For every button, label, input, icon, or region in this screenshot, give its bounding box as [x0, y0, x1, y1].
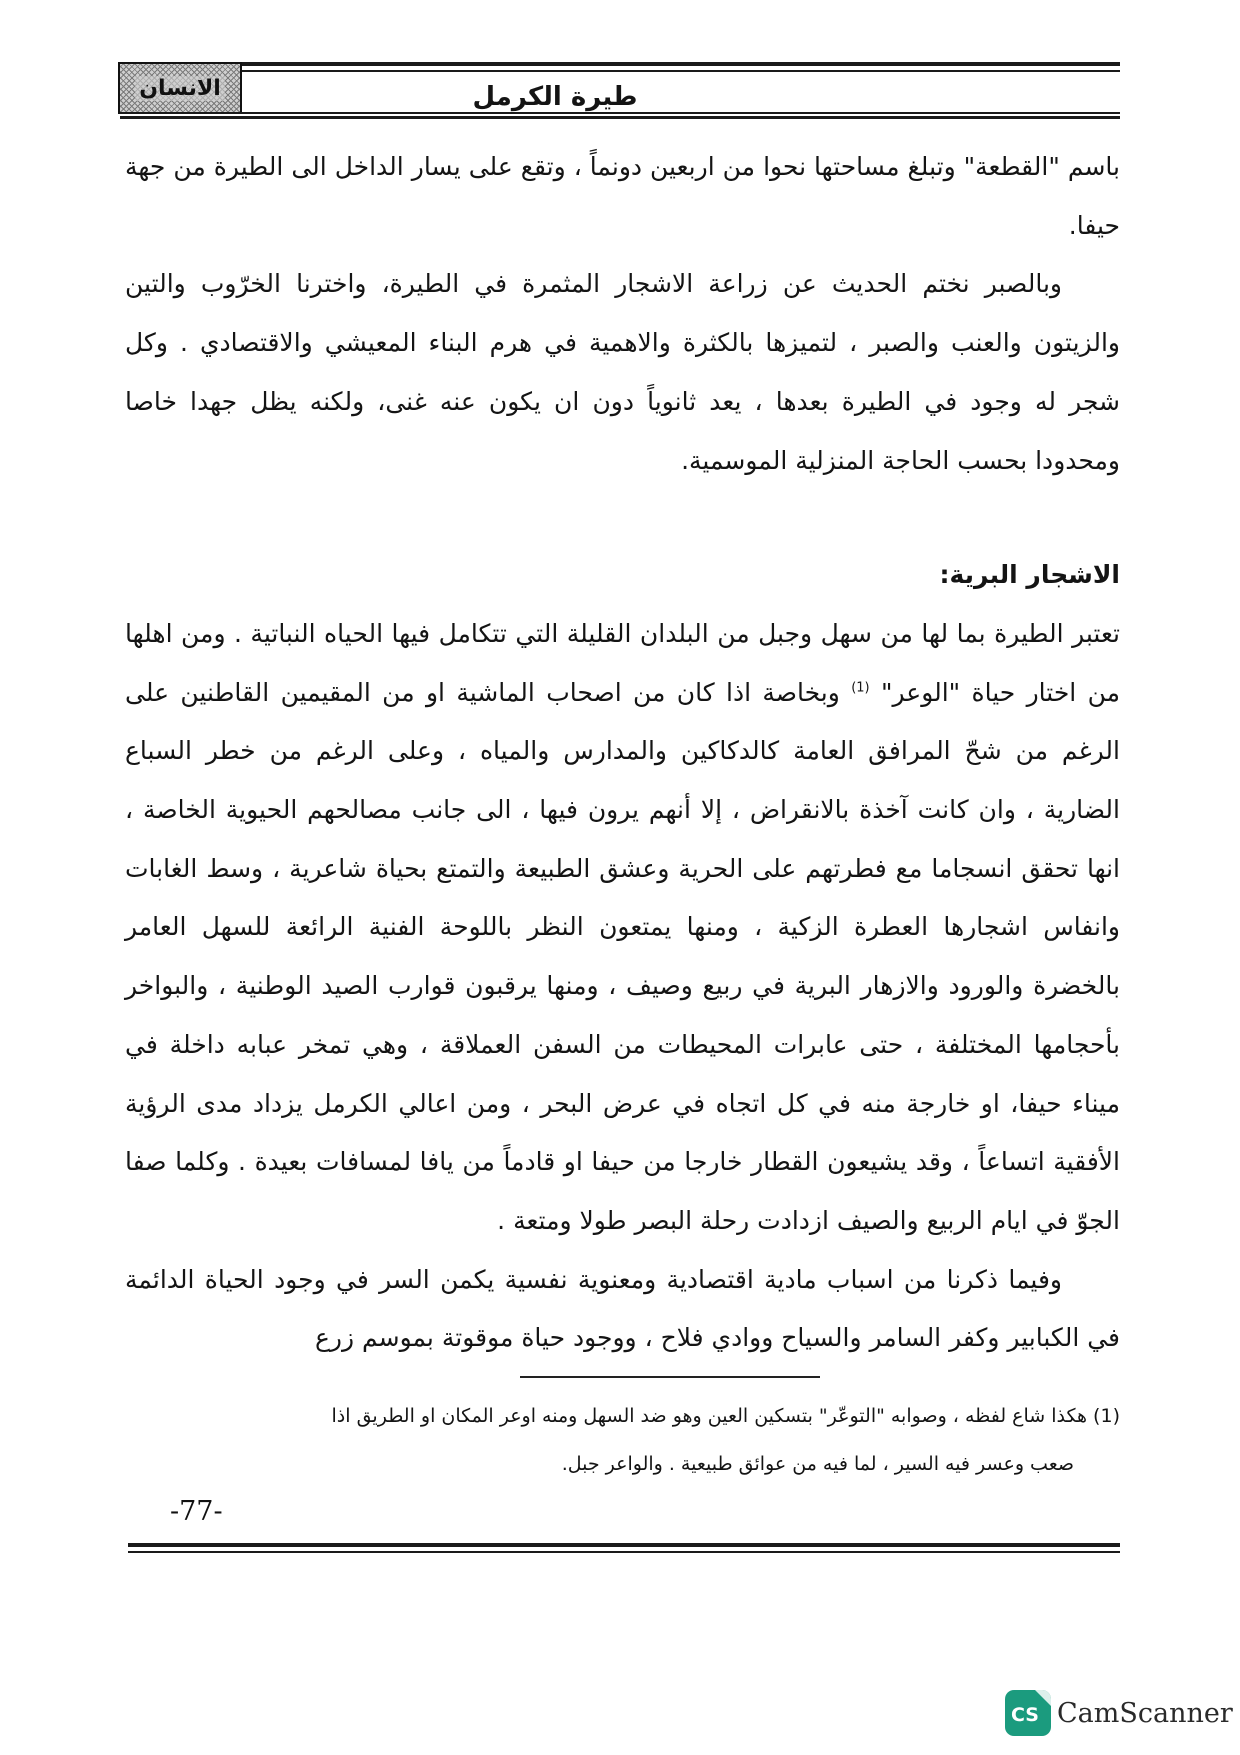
footnote-separator [520, 1376, 820, 1378]
footer-rule-thin [128, 1551, 1120, 1553]
section-heading: الاشجار البرية: [939, 560, 1120, 590]
camscanner-logo-icon [1005, 1690, 1051, 1736]
footnote-line-2: صعب وعسر فيه السير ، لما فيه من عوائق طبيعية . والواعر جبل. [561, 1453, 1074, 1475]
paragraph-2: وبالصبر نختم الحديث عن زراعة الاشجار المثمرة في الطيرة، واخترنا الخرّوب والتين والزيتون والعنب والصبر ، لتميزها بالكثرة والاهمية في هرم البناء المعيشي والاقتصادي . وكل شجر له وجود في الطيرة بعدها ، يعد ثانوياً دون ان يكون عنه غنى، ولكنه يظل جهدا خاصا ومحدودا بحسب الحاجة المنزلية الموسمية. [125, 269, 1120, 475]
camscanner-text: CamScanner [1057, 1697, 1233, 1729]
header-rule-bottom [120, 112, 1120, 114]
footer-rule-thick [128, 1543, 1120, 1547]
camscanner-watermark [1005, 1690, 1233, 1736]
paragraph-gap [125, 490, 1120, 546]
section-label-box [118, 62, 242, 114]
footnote-line-1: (1) هكذا شاع لفظه ، وصوابه "التوعّر" بتسكين العين وهو ضد السهل ومنه اوعر المكان او الطريق اذا [331, 1405, 1120, 1427]
running-title: طيرة الكرمل [472, 82, 638, 112]
footnote-reference[interactable]: (1) [851, 680, 870, 696]
footnote [125, 1392, 1120, 1488]
header-rule-bottom-thick [120, 116, 1120, 119]
paragraph-1: باسم "القطعة" وتبلغ مساحتها نحوا من اربعين دونماً ، وتقع على يسار الداخل الى الطيرة من جهة حيفا. [125, 152, 1120, 240]
paragraph-3-part-b: وبخاصة اذا كان من اصحاب الماشية او من المقيمين القاطنين على الرغم من شحّ المرافق العامة كالدكاكين والمدارس والمياه ، وعلى الرغم من خطر السباع الضارية ، وان كانت آخذة بالانقراض ، إلا أنهم يرون فيها ، الى جانب مصالحهم الحيوية الخاصة ، انها تحقق انسجاما مع فطرتهم على الحرية وعشق الطبيعة والتمتع بحياة شاعرية ، وسط الغابات وانفاس اشجارها العطرة الزكية ، ومنها يمتعون النظر باللوحة الفنية الرائعة للسهل العامر بالخضرة والورود والازهار البرية في ربيع وصيف ، ومنها يرقبون قوارب الصيد الوطنية ، والبواخر بأحجامها المختلفة ، حتى عابرات المحيطات من السفن العملاقة ، وهي تمخر عبابه داخلة في ميناء حيفا، او خارجة منه في كل اتجاه في عرض البحر ، ومن اعالي الكرمل يزداد مدى الرؤية الأفقية اتساعاً ، وقد يشيعون القطار خارجا من حيفا او قادماً من يافا لمسافات بعيدة . وكلما صفا الجوّ في ايام الربيع والصيف ازدادت رحلة البصر طولا ومتعة . [125, 677, 1120, 1235]
section-label: الانسان [135, 76, 225, 101]
body-text [125, 138, 1120, 1368]
paragraph-3 [125, 605, 1120, 1251]
header-rule-top-thin [120, 70, 1120, 72]
camscanner-logo-letters: CS [1011, 1704, 1039, 1726]
paragraph-4: وفيما ذكرنا من اسباب مادية اقتصادية ومعنوية نفسية يكمن السر في وجود الحياة الدائمة في الكبابير وكفر السامر والسياح ووادي فلاح ، ووجود حياة موقوتة بموسم زرع [125, 1264, 1120, 1353]
header-rule-top [120, 62, 1120, 66]
page-number: -77- [170, 1496, 223, 1527]
paragraph-3-part-a: تعتبر الطيرة بما لها من سهل وجبل من البلدان القليلة التي تتكامل فيها الحياه النباتية . ومن اهلها من اختار حياة "الوعر" [125, 618, 1121, 707]
